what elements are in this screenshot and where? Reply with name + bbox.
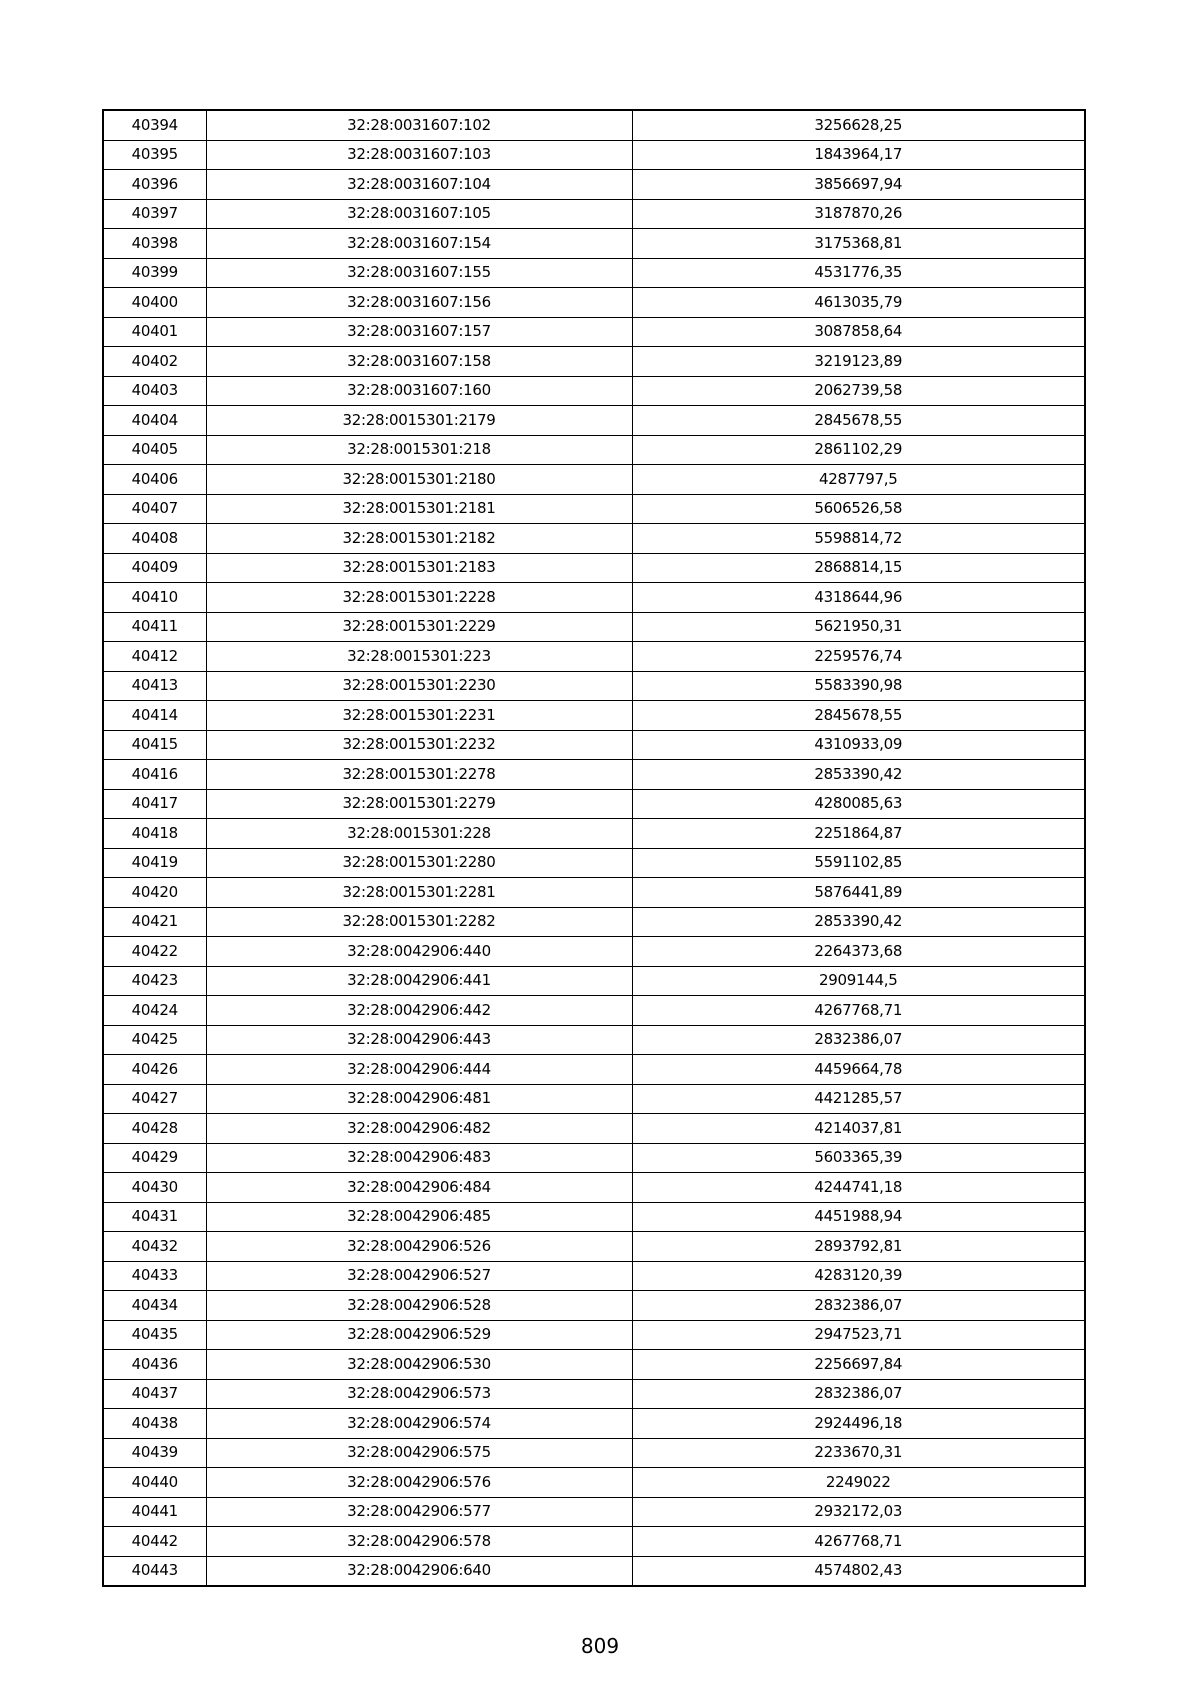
table-row [103,1409,1085,1439]
row-number-cell: 40427 [103,1084,206,1114]
table-row [103,1084,1085,1114]
row-number-cell: 40436 [103,1350,206,1380]
cadastral-number-cell: 32:28:0015301:218 [206,435,632,465]
table-row [103,760,1085,790]
cadastral-value-cell: 2845678,55 [632,701,1085,731]
cadastral-value-cell: 2249022 [632,1468,1085,1498]
cadastral-value-cell: 3187870,26 [632,199,1085,229]
table-row [103,1114,1085,1144]
table-row [103,406,1085,436]
cadastral-value-cell: 2062739,58 [632,376,1085,406]
cadastral-number-cell: 32:28:0015301:2278 [206,760,632,790]
table-row [103,465,1085,495]
cadastral-number-cell: 32:28:0042906:575 [206,1438,632,1468]
cadastral-value-cell: 2251864,87 [632,819,1085,849]
cadastral-number-cell: 32:28:0042906:482 [206,1114,632,1144]
cadastral-value-cell: 4287797,5 [632,465,1085,495]
table-row [103,1320,1085,1350]
cadastral-value-cell: 4267768,71 [632,1527,1085,1557]
cadastral-value-cell: 5603365,39 [632,1143,1085,1173]
row-number-cell: 40433 [103,1261,206,1291]
cadastral-number-cell: 32:28:0042906:578 [206,1527,632,1557]
row-number-cell: 40431 [103,1202,206,1232]
cadastral-number-cell: 32:28:0042906:444 [206,1055,632,1085]
page-number: 809 [580,1634,620,1658]
row-number-cell: 40440 [103,1468,206,1498]
table-row [103,347,1085,377]
row-number-cell: 40419 [103,848,206,878]
row-number-cell: 40411 [103,612,206,642]
cadastral-number-cell: 32:28:0031607:156 [206,288,632,318]
cadastral-value-cell: 5606526,58 [632,494,1085,524]
cadastral-number-cell: 32:28:0015301:223 [206,642,632,672]
cadastral-number-cell: 32:28:0015301:228 [206,819,632,849]
row-number-cell: 40425 [103,1025,206,1055]
table-row [103,819,1085,849]
cadastral-value-cell: 2264373,68 [632,937,1085,967]
table-row [103,553,1085,583]
cadastral-number-cell: 32:28:0031607:155 [206,258,632,288]
cadastral-value-cell: 2832386,07 [632,1291,1085,1321]
cadastral-number-cell: 32:28:0015301:2182 [206,524,632,554]
cadastral-number-cell: 32:28:0015301:2279 [206,789,632,819]
row-number-cell: 40423 [103,966,206,996]
cadastral-value-cell: 2861102,29 [632,435,1085,465]
cadastral-number-cell: 32:28:0042906:573 [206,1379,632,1409]
table-row [103,701,1085,731]
table-row [103,1438,1085,1468]
table-row [103,199,1085,229]
cadastral-value-cell: 2233670,31 [632,1438,1085,1468]
cadastral-value-cell: 4318644,96 [632,583,1085,613]
cadastral-value-cell: 4531776,35 [632,258,1085,288]
cadastral-number-cell: 32:28:0031607:103 [206,140,632,170]
cadastral-value-cell: 2845678,55 [632,406,1085,436]
cadastral-number-cell: 32:28:0042906:484 [206,1173,632,1203]
cadastral-number-cell: 32:28:0042906:441 [206,966,632,996]
cadastral-value-cell: 3856697,94 [632,170,1085,200]
table-row [103,937,1085,967]
row-number-cell: 40420 [103,878,206,908]
row-number-cell: 40438 [103,1409,206,1439]
cadastral-value-cell: 2932172,03 [632,1497,1085,1527]
table-row [103,671,1085,701]
table-row [103,1055,1085,1085]
row-number-cell: 40399 [103,258,206,288]
cadastral-number-cell: 32:28:0042906:442 [206,996,632,1026]
table-row [103,907,1085,937]
cadastral-number-cell: 32:28:0015301:2281 [206,878,632,908]
cadastral-number-cell: 32:28:0042906:576 [206,1468,632,1498]
table-row [103,1527,1085,1557]
row-number-cell: 40415 [103,730,206,760]
table-row [103,848,1085,878]
cadastral-number-cell: 32:28:0042906:528 [206,1291,632,1321]
table-row [103,1556,1085,1586]
row-number-cell: 40402 [103,347,206,377]
cadastral-value-cell: 2853390,42 [632,907,1085,937]
row-number-cell: 40405 [103,435,206,465]
table-row [103,1232,1085,1262]
cadastral-value-cell: 2259576,74 [632,642,1085,672]
table-row [103,966,1085,996]
row-number-cell: 40417 [103,789,206,819]
cadastral-value-cell: 4459664,78 [632,1055,1085,1085]
cadastral-number-cell: 32:28:0031607:104 [206,170,632,200]
row-number-cell: 40434 [103,1291,206,1321]
cadastral-number-cell: 32:28:0031607:154 [206,229,632,259]
row-number-cell: 40441 [103,1497,206,1527]
cadastral-value-cell: 5591102,85 [632,848,1085,878]
table-row [103,642,1085,672]
row-number-cell: 40401 [103,317,206,347]
table-row [103,1173,1085,1203]
table-row [103,435,1085,465]
cadastral-value-cell: 4310933,09 [632,730,1085,760]
table-body [103,110,1085,1586]
cadastral-value-cell: 4283120,39 [632,1261,1085,1291]
cadastral-value-cell: 2893792,81 [632,1232,1085,1262]
table-row [103,1291,1085,1321]
row-number-cell: 40437 [103,1379,206,1409]
cadastral-number-cell: 32:28:0042906:481 [206,1084,632,1114]
row-number-cell: 40435 [103,1320,206,1350]
cadastral-value-cell: 2832386,07 [632,1025,1085,1055]
cadastral-number-cell: 32:28:0042906:577 [206,1497,632,1527]
cadastral-number-cell: 32:28:0015301:2232 [206,730,632,760]
table-row [103,376,1085,406]
row-number-cell: 40416 [103,760,206,790]
table-row [103,583,1085,613]
cadastral-number-cell: 32:28:0015301:2282 [206,907,632,937]
table-row [103,1025,1085,1055]
table-row [103,317,1085,347]
cadastral-number-cell: 32:28:0042906:485 [206,1202,632,1232]
row-number-cell: 40410 [103,583,206,613]
cadastral-number-cell: 32:28:0042906:527 [206,1261,632,1291]
table-row [103,612,1085,642]
row-number-cell: 40397 [103,199,206,229]
row-number-cell: 40412 [103,642,206,672]
cadastral-value-cell: 4244741,18 [632,1173,1085,1203]
row-number-cell: 40426 [103,1055,206,1085]
cadastral-value-cell: 5876441,89 [632,878,1085,908]
cadastral-number-cell: 32:28:0031607:157 [206,317,632,347]
row-number-cell: 40409 [103,553,206,583]
cadastral-value-cell: 2924496,18 [632,1409,1085,1439]
cadastral-number-cell: 32:28:0031607:102 [206,110,632,140]
cadastral-value-cell: 2909144,5 [632,966,1085,996]
row-number-cell: 40403 [103,376,206,406]
cadastral-value-cell: 3219123,89 [632,347,1085,377]
table-row [103,996,1085,1026]
table-row [103,789,1085,819]
table-row [103,1143,1085,1173]
table-row [103,524,1085,554]
row-number-cell: 40394 [103,110,206,140]
cadastral-number-cell: 32:28:0015301:2181 [206,494,632,524]
row-number-cell: 40396 [103,170,206,200]
table-row [103,229,1085,259]
cadastral-value-cell: 4451988,94 [632,1202,1085,1232]
cadastral-number-cell: 32:28:0042906:530 [206,1350,632,1380]
row-number-cell: 40406 [103,465,206,495]
row-number-cell: 40408 [103,524,206,554]
row-number-cell: 40424 [103,996,206,1026]
row-number-cell: 40418 [103,819,206,849]
row-number-cell: 40414 [103,701,206,731]
cadastral-number-cell: 32:28:0015301:2231 [206,701,632,731]
table-row [103,110,1085,140]
cadastral-value-cell: 4574802,43 [632,1556,1085,1586]
cadastral-number-cell: 32:28:0015301:2230 [206,671,632,701]
cadastral-number-cell: 32:28:0015301:2183 [206,553,632,583]
table-row [103,1350,1085,1380]
row-number-cell: 40428 [103,1114,206,1144]
cadastral-value-cell: 4214037,81 [632,1114,1085,1144]
table-row [103,1202,1085,1232]
row-number-cell: 40429 [103,1143,206,1173]
cadastral-value-table [102,109,1086,1587]
cadastral-number-cell: 32:28:0042906:440 [206,937,632,967]
table-row [103,288,1085,318]
cadastral-number-cell: 32:28:0015301:2280 [206,848,632,878]
table-row [103,1261,1085,1291]
row-number-cell: 40421 [103,907,206,937]
table-row [103,878,1085,908]
cadastral-value-cell: 4280085,63 [632,789,1085,819]
cadastral-value-table-container [102,109,1086,1587]
cadastral-number-cell: 32:28:0042906:529 [206,1320,632,1350]
row-number-cell: 40407 [103,494,206,524]
cadastral-value-cell: 5598814,72 [632,524,1085,554]
row-number-cell: 40442 [103,1527,206,1557]
cadastral-value-cell: 2947523,71 [632,1320,1085,1350]
row-number-cell: 40413 [103,671,206,701]
row-number-cell: 40430 [103,1173,206,1203]
cadastral-value-cell: 5621950,31 [632,612,1085,642]
cadastral-number-cell: 32:28:0015301:2228 [206,583,632,613]
cadastral-number-cell: 32:28:0031607:158 [206,347,632,377]
row-number-cell: 40400 [103,288,206,318]
cadastral-number-cell: 32:28:0015301:2179 [206,406,632,436]
cadastral-value-cell: 4267768,71 [632,996,1085,1026]
row-number-cell: 40404 [103,406,206,436]
cadastral-number-cell: 32:28:0042906:483 [206,1143,632,1173]
cadastral-value-cell: 4613035,79 [632,288,1085,318]
cadastral-value-cell: 5583390,98 [632,671,1085,701]
row-number-cell: 40422 [103,937,206,967]
table-row [103,170,1085,200]
cadastral-value-cell: 2256697,84 [632,1350,1085,1380]
cadastral-value-cell: 2832386,07 [632,1379,1085,1409]
table-row [103,1468,1085,1498]
row-number-cell: 40398 [103,229,206,259]
row-number-cell: 40443 [103,1556,206,1586]
cadastral-value-cell: 3175368,81 [632,229,1085,259]
row-number-cell: 40395 [103,140,206,170]
cadastral-value-cell: 3256628,25 [632,110,1085,140]
cadastral-value-cell: 3087858,64 [632,317,1085,347]
table-row [103,140,1085,170]
cadastral-number-cell: 32:28:0042906:443 [206,1025,632,1055]
cadastral-number-cell: 32:28:0015301:2180 [206,465,632,495]
cadastral-number-cell: 32:28:0042906:640 [206,1556,632,1586]
cadastral-number-cell: 32:28:0015301:2229 [206,612,632,642]
cadastral-number-cell: 32:28:0031607:105 [206,199,632,229]
table-row [103,1497,1085,1527]
cadastral-value-cell: 1843964,17 [632,140,1085,170]
cadastral-value-cell: 2853390,42 [632,760,1085,790]
table-row [103,258,1085,288]
cadastral-number-cell: 32:28:0042906:526 [206,1232,632,1262]
cadastral-number-cell: 32:28:0042906:574 [206,1409,632,1439]
cadastral-value-cell: 4421285,57 [632,1084,1085,1114]
row-number-cell: 40432 [103,1232,206,1262]
cadastral-value-cell: 2868814,15 [632,553,1085,583]
table-row [103,494,1085,524]
table-row [103,1379,1085,1409]
row-number-cell: 40439 [103,1438,206,1468]
cadastral-number-cell: 32:28:0031607:160 [206,376,632,406]
table-row [103,730,1085,760]
